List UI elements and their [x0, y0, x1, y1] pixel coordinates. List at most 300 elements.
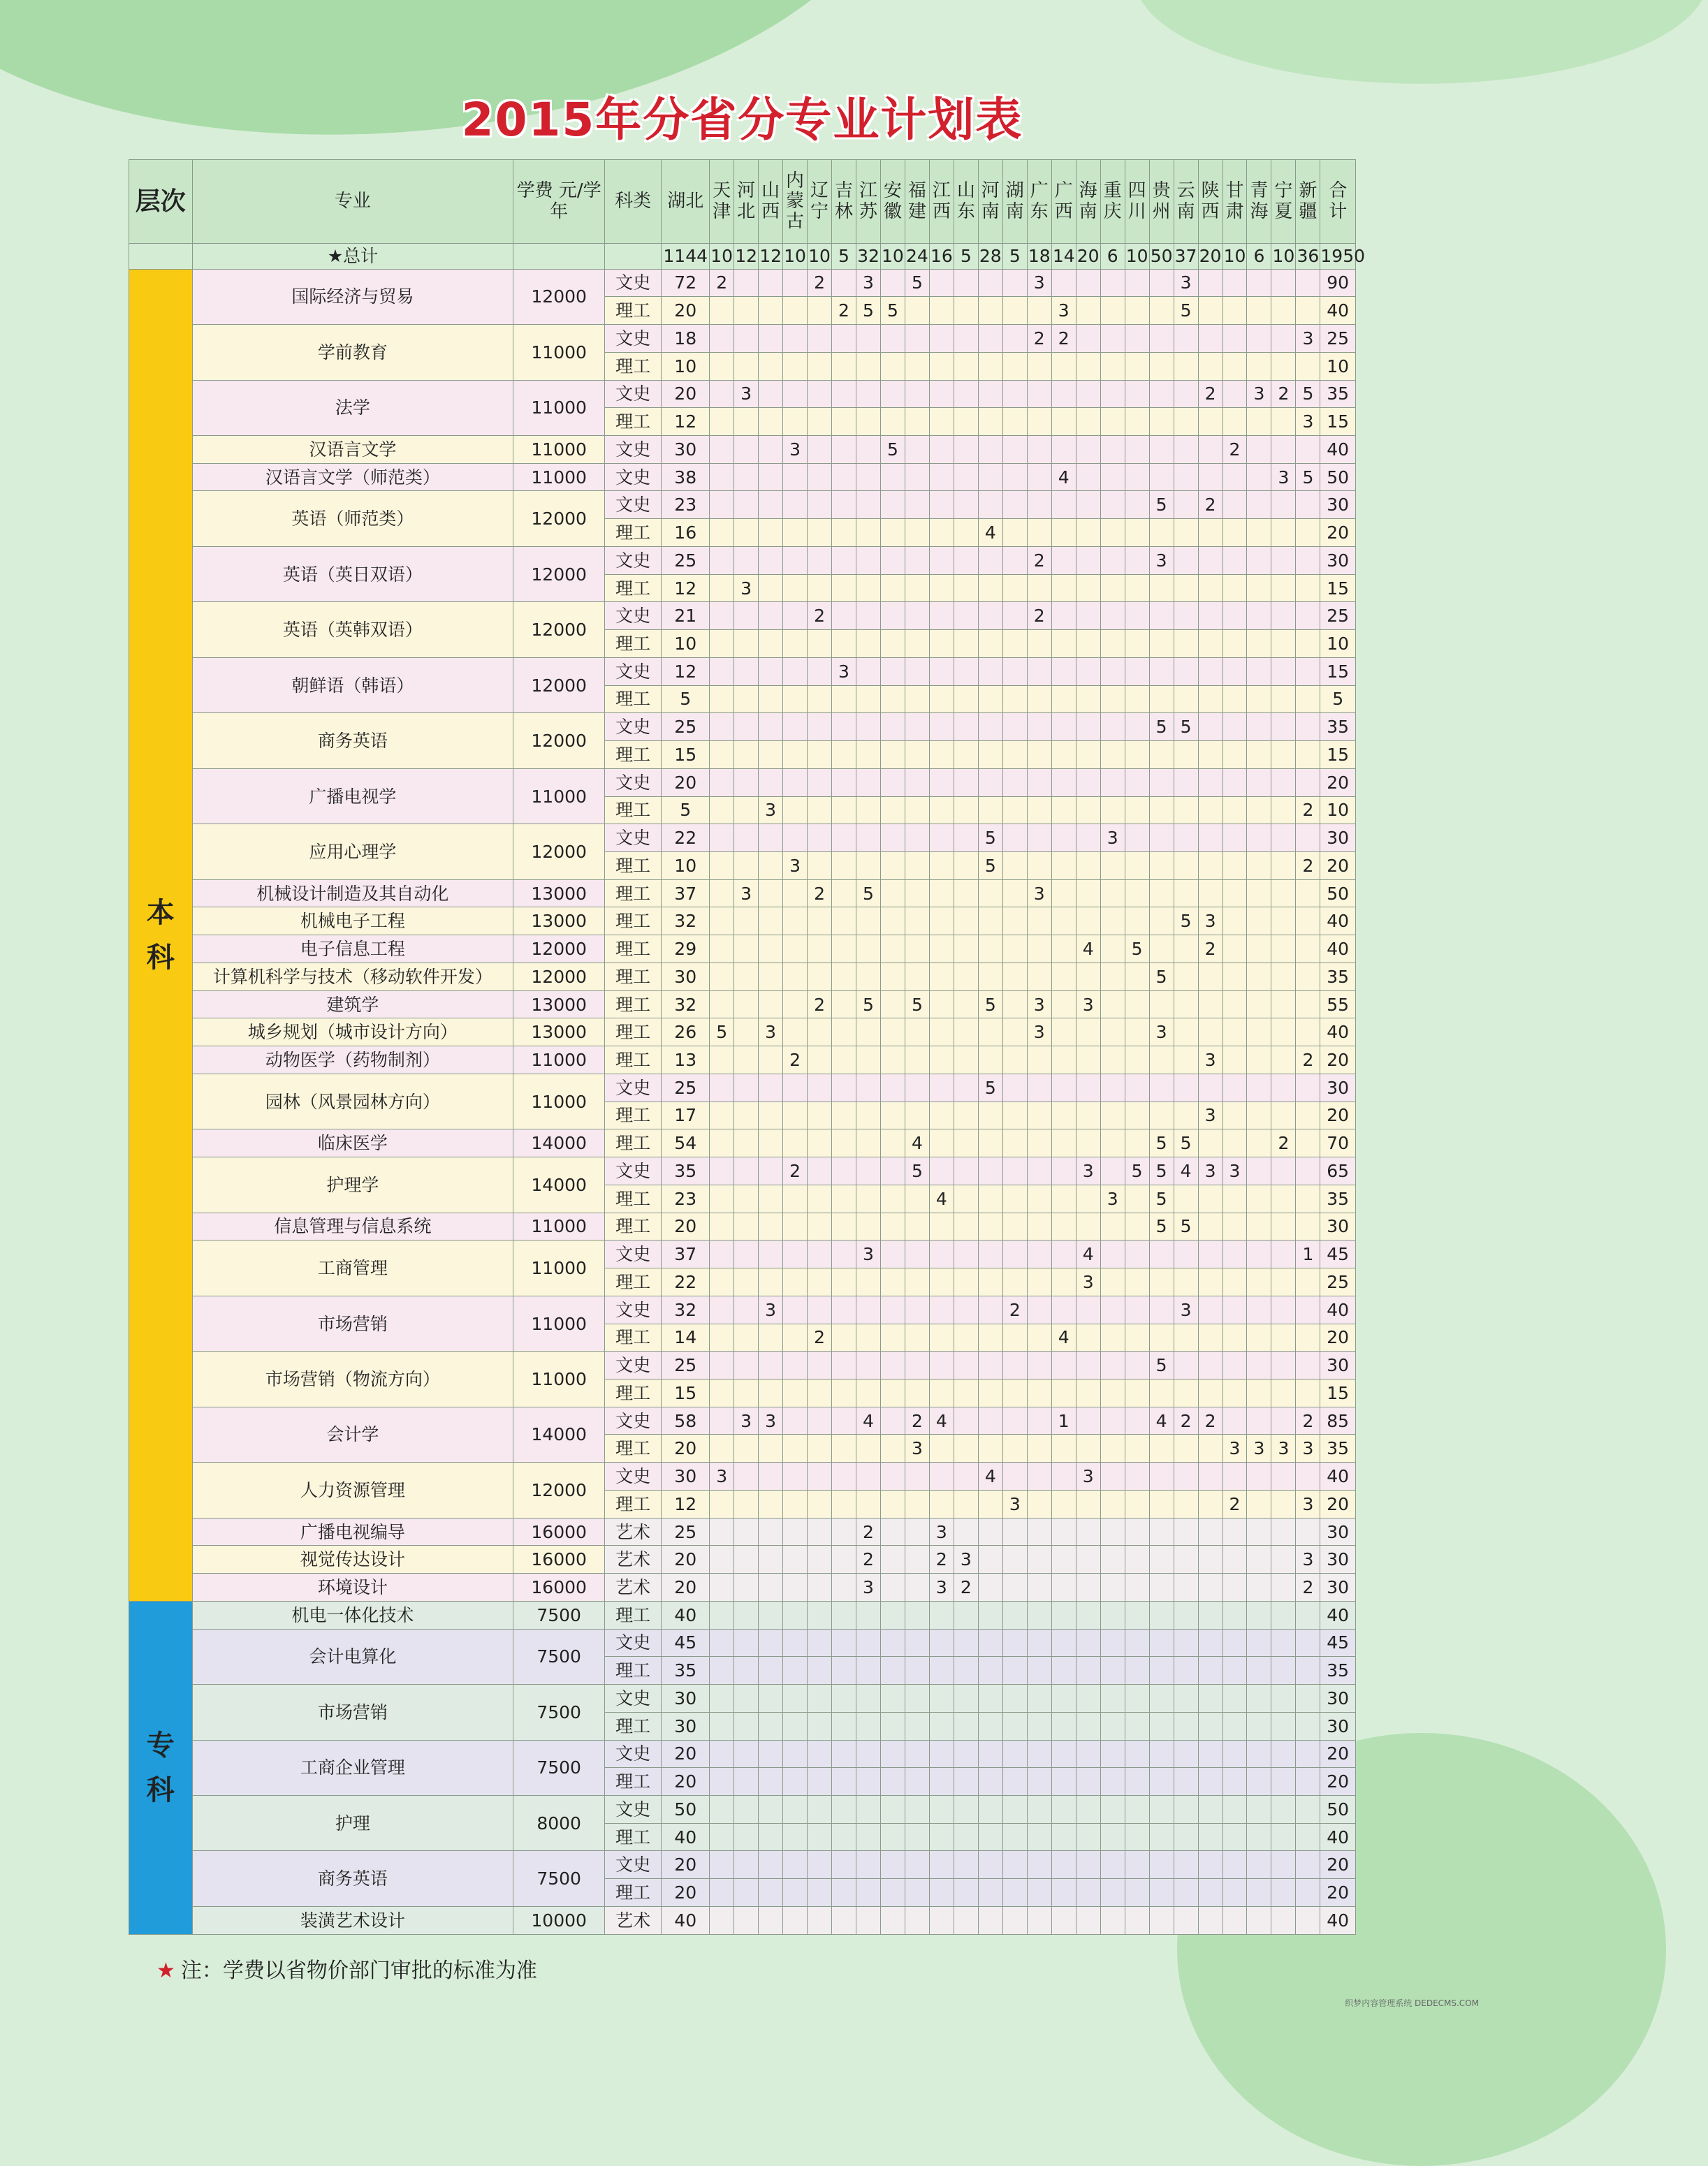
quota-cell [759, 1823, 783, 1851]
quota-cell [1296, 297, 1320, 325]
quota-cell [1051, 713, 1076, 741]
quota-cell: 40 [662, 1906, 710, 1934]
quota-cell [880, 1490, 905, 1518]
subject-category: 理工 [604, 352, 661, 380]
header-total: 合计 [1320, 160, 1356, 244]
quota-cell [759, 436, 783, 464]
quota-cell [1051, 1823, 1076, 1851]
quota-cell [1125, 879, 1149, 907]
quota-cell [1247, 1074, 1271, 1102]
quota-cell [856, 1268, 880, 1296]
quota-cell [1076, 1518, 1100, 1546]
quota-cell [1271, 741, 1296, 769]
quota-cell [1271, 768, 1296, 796]
quota-cell [856, 1685, 880, 1713]
quota-cell [856, 963, 880, 990]
quota-cell [1271, 879, 1296, 907]
quota-cell [832, 1906, 856, 1934]
quota-cell [880, 796, 905, 824]
quota-cell: 26 [662, 1018, 710, 1046]
quota-cell [1002, 1712, 1027, 1740]
quota-cell [832, 1574, 856, 1602]
quota-cell [954, 436, 978, 464]
quota-cell [1027, 1463, 1051, 1491]
quota-cell: 40 [662, 1823, 710, 1851]
quota-cell [905, 1768, 929, 1796]
subject-category: 理工 [604, 741, 661, 769]
quota-cell [1125, 1601, 1149, 1629]
quota-cell [1174, 1435, 1198, 1463]
quota-cell [1027, 1185, 1051, 1213]
quota-cell [710, 1601, 734, 1629]
quota-cell [1174, 352, 1198, 380]
quota-cell [1271, 963, 1296, 990]
quota-cell [759, 1463, 783, 1491]
quota-cell [1149, 768, 1174, 796]
quota-cell: 3 [856, 1241, 880, 1268]
quota-cell [1222, 963, 1247, 990]
quota-cell [929, 1851, 954, 1879]
quota-cell [954, 463, 978, 491]
level-cell-zhuan: 专 科 [129, 1601, 193, 1934]
quota-cell [1247, 408, 1271, 436]
quota-cell [1296, 1768, 1320, 1796]
quota-cell [832, 1518, 856, 1546]
quota-cell [759, 1129, 783, 1157]
quota-cell [1125, 963, 1149, 990]
quota-cell [856, 1823, 880, 1851]
quota-cell [978, 713, 1002, 741]
quota-cell: 5 [1125, 1157, 1149, 1185]
quota-cell [783, 1574, 808, 1602]
quota-cell [808, 657, 832, 685]
quota-cell [1247, 796, 1271, 824]
row-total: 10 [1320, 796, 1356, 824]
quota-cell [1002, 1546, 1027, 1574]
quota-cell: 3 [832, 657, 856, 685]
quota-cell [905, 657, 929, 685]
quota-cell [856, 1657, 880, 1685]
quota-cell [1125, 1296, 1149, 1324]
table-row [129, 1463, 1356, 1491]
quota-cell [905, 1518, 929, 1546]
quota-cell: 5 [662, 685, 710, 713]
quota-cell [808, 824, 832, 852]
quota-cell [1271, 630, 1296, 658]
quota-cell: 2 [856, 1546, 880, 1574]
quota-cell [808, 1268, 832, 1296]
quota-cell [1222, 1129, 1247, 1157]
quota-cell: 3 [1076, 1463, 1100, 1491]
quota-cell [1002, 1463, 1027, 1491]
quota-cell [1100, 1906, 1125, 1934]
quota-cell [1002, 1906, 1027, 1934]
quota-cell [978, 907, 1002, 935]
row-total: 15 [1320, 574, 1356, 602]
quota-cell: 5 [880, 297, 905, 325]
quota-cell [1174, 380, 1198, 408]
quota-cell [783, 685, 808, 713]
tuition-fee: 11000 [513, 380, 605, 435]
total-label: ★总计 [192, 244, 513, 270]
quota-cell [1149, 1657, 1174, 1685]
quota-cell [1100, 408, 1125, 436]
major-name: 环境设计 [192, 1574, 513, 1602]
quota-cell [1125, 630, 1149, 658]
header-province: 福建 [905, 160, 929, 244]
quota-cell [808, 325, 832, 353]
row-total: 70 [1320, 1129, 1356, 1157]
quota-cell [832, 852, 856, 880]
quota-cell [880, 1435, 905, 1463]
quota-cell [905, 1074, 929, 1102]
quota-cell [856, 519, 880, 547]
quota-cell [1271, 713, 1296, 741]
quota-cell: 3 [1222, 1157, 1247, 1185]
total-cat-blank [604, 244, 661, 270]
quota-cell [1027, 1546, 1051, 1574]
quota-cell [710, 1268, 734, 1296]
quota-cell: 5 [1149, 963, 1174, 990]
row-total: 20 [1320, 1879, 1356, 1907]
quota-cell [1100, 1352, 1125, 1380]
quota-cell [1051, 1435, 1076, 1463]
quota-cell: 5 [1296, 463, 1320, 491]
quota-cell: 5 [856, 297, 880, 325]
quota-cell [808, 1574, 832, 1602]
quota-cell [1002, 907, 1027, 935]
quota-cell: 5 [905, 1157, 929, 1185]
quota-cell [1247, 1268, 1271, 1296]
header-province: 重庆 [1100, 160, 1125, 244]
quota-cell [929, 1435, 954, 1463]
subject-category: 文史 [604, 325, 661, 353]
quota-cell [1198, 352, 1222, 380]
quota-cell: 2 [808, 602, 832, 630]
quota-cell [954, 1324, 978, 1352]
quota-cell [759, 879, 783, 907]
quota-cell [1198, 1241, 1222, 1268]
quota-cell [808, 408, 832, 436]
quota-cell [1051, 1074, 1076, 1102]
quota-cell [710, 630, 734, 658]
quota-cell [1051, 546, 1076, 574]
quota-cell [1002, 685, 1027, 713]
quota-cell [1174, 630, 1198, 658]
quota-cell [1125, 713, 1149, 741]
quota-cell [929, 519, 954, 547]
quota-cell [1125, 1074, 1149, 1102]
quota-cell [1296, 602, 1320, 630]
quota-cell [759, 1213, 783, 1241]
quota-cell [880, 1685, 905, 1713]
header-province: 吉林 [832, 160, 856, 244]
subject-category: 文史 [604, 1407, 661, 1435]
quota-cell [1149, 1740, 1174, 1768]
tuition-fee: 10000 [513, 1906, 605, 1934]
quota-cell [1247, 990, 1271, 1018]
quota-cell [1174, 990, 1198, 1018]
quota-cell [759, 325, 783, 353]
subject-category: 理工 [604, 685, 661, 713]
quota-cell [808, 935, 832, 963]
quota-cell [832, 1129, 856, 1157]
quota-cell [1174, 1268, 1198, 1296]
quota-cell [1100, 269, 1125, 297]
quota-cell [1002, 1435, 1027, 1463]
row-total: 35 [1320, 1435, 1356, 1463]
quota-cell [783, 990, 808, 1018]
quota-cell [1222, 574, 1247, 602]
subject-category: 艺术 [604, 1574, 661, 1602]
quota-cell: 20 [662, 1879, 710, 1907]
quota-cell [905, 1574, 929, 1602]
quota-cell [1198, 1324, 1222, 1352]
quota-cell [856, 436, 880, 464]
quota-cell: 2 [1198, 935, 1222, 963]
quota-cell [1076, 1490, 1100, 1518]
quota-cell [1051, 963, 1076, 990]
quota-cell [1198, 1463, 1222, 1491]
quota-cell [905, 602, 929, 630]
quota-cell [905, 463, 929, 491]
tuition-fee: 13000 [513, 1018, 605, 1046]
quota-cell [1076, 1046, 1100, 1074]
header-row [129, 160, 1356, 244]
major-name: 市场营销 [192, 1296, 513, 1351]
header-province: 新疆 [1296, 160, 1320, 244]
quota-cell [978, 1768, 1002, 1796]
quota-cell [954, 630, 978, 658]
quota-cell [929, 990, 954, 1018]
row-total: 40 [1320, 935, 1356, 963]
quota-cell [759, 1518, 783, 1546]
quota-cell [1027, 436, 1051, 464]
quota-cell [1198, 1352, 1222, 1380]
row-total: 85 [1320, 1407, 1356, 1435]
quota-cell [832, 352, 856, 380]
quota-cell [734, 1490, 759, 1518]
quota-cell: 5 [1149, 1157, 1174, 1185]
quota-cell [1198, 768, 1222, 796]
quota-cell [783, 796, 808, 824]
quota-cell: 20 [662, 1213, 710, 1241]
quota-cell [808, 796, 832, 824]
quota-cell [759, 1768, 783, 1796]
table-row [129, 602, 1356, 630]
quota-cell: 2 [783, 1046, 808, 1074]
quota-cell [1149, 1102, 1174, 1129]
quota-cell: 5 [1149, 1185, 1174, 1213]
quota-cell [880, 630, 905, 658]
quota-cell [954, 1740, 978, 1768]
quota-cell [832, 380, 856, 408]
quota-cell [1247, 852, 1271, 880]
quota-cell [1271, 1879, 1296, 1907]
quota-cell [710, 1657, 734, 1685]
quota-cell: 3 [1296, 1435, 1320, 1463]
quota-cell [1271, 1352, 1296, 1380]
quota-cell: 38 [662, 463, 710, 491]
quota-cell [1247, 1740, 1271, 1768]
quota-cell [1149, 352, 1174, 380]
quota-cell [1198, 963, 1222, 990]
quota-cell [1296, 1129, 1320, 1157]
quota-cell [1002, 1157, 1027, 1185]
quota-cell [832, 436, 856, 464]
quota-cell [1198, 1879, 1222, 1907]
quota-cell [783, 1518, 808, 1546]
quota-cell [856, 852, 880, 880]
quota-cell [1296, 1629, 1320, 1657]
quota-cell [1125, 519, 1149, 547]
quota-cell [880, 380, 905, 408]
total-value: 16 [929, 244, 954, 270]
quota-cell [1125, 1129, 1149, 1157]
major-name: 广播电视学 [192, 768, 513, 824]
quota-cell: 37 [662, 879, 710, 907]
quota-cell [1198, 602, 1222, 630]
quota-cell [1271, 1241, 1296, 1268]
quota-cell [929, 713, 954, 741]
quota-cell [905, 436, 929, 464]
quota-cell [783, 1213, 808, 1241]
quota-cell [1222, 630, 1247, 658]
table-body [129, 244, 1366, 1935]
total-value: 10 [783, 244, 808, 270]
quota-cell: 5 [662, 796, 710, 824]
quota-cell [929, 1712, 954, 1740]
quota-cell [1271, 852, 1296, 880]
quota-cell [880, 1046, 905, 1074]
quota-cell [1027, 1518, 1051, 1546]
major-name: 会计学 [192, 1407, 513, 1462]
quota-cell [1271, 1768, 1296, 1796]
quota-cell: 5 [905, 269, 929, 297]
quota-cell [1296, 1157, 1320, 1185]
row-total: 35 [1320, 380, 1356, 408]
quota-cell [1271, 1657, 1296, 1685]
quota-cell [1002, 1740, 1027, 1768]
quota-cell [1051, 1241, 1076, 1268]
quota-cell [880, 1324, 905, 1352]
quota-cell [710, 1102, 734, 1129]
quota-cell [1002, 1518, 1027, 1546]
quota-cell [1076, 1823, 1100, 1851]
subject-category: 理工 [604, 1324, 661, 1352]
quota-cell [856, 380, 880, 408]
quota-cell [1125, 1685, 1149, 1713]
quota-cell [759, 1795, 783, 1823]
quota-cell: 2 [1027, 602, 1051, 630]
quota-cell [929, 630, 954, 658]
quota-cell [1100, 1129, 1125, 1157]
quota-cell [783, 491, 808, 519]
quota-cell [783, 1074, 808, 1102]
subject-category: 理工 [604, 630, 661, 658]
quota-cell [954, 491, 978, 519]
quota-cell [783, 1657, 808, 1685]
quota-cell [1051, 1296, 1076, 1324]
quota-cell: 3 [1100, 824, 1125, 852]
quota-cell [1198, 1629, 1222, 1657]
quota-cell: 3 [856, 269, 880, 297]
quota-cell [1198, 574, 1222, 602]
tuition-fee: 12000 [513, 491, 605, 546]
subject-category: 理工 [604, 1046, 661, 1074]
header-province: 青海 [1247, 160, 1271, 244]
quota-cell: 5 [1174, 1213, 1198, 1241]
quota-cell [954, 1018, 978, 1046]
quota-cell [808, 1740, 832, 1768]
quota-cell [1271, 1851, 1296, 1879]
quota-cell [710, 1574, 734, 1602]
quota-cell: 10 [662, 852, 710, 880]
quota-cell [1100, 879, 1125, 907]
quota-cell [1100, 1712, 1125, 1740]
quota-cell [1076, 879, 1100, 907]
quota-cell [1027, 352, 1051, 380]
quota-cell [1198, 1740, 1222, 1768]
quota-cell [1002, 630, 1027, 658]
quota-cell [710, 491, 734, 519]
quota-cell [1149, 1629, 1174, 1657]
quota-cell [880, 1157, 905, 1185]
quota-cell [1125, 380, 1149, 408]
quota-cell [1222, 1296, 1247, 1324]
quota-cell [1247, 1879, 1271, 1907]
quota-cell [1222, 463, 1247, 491]
major-name: 市场营销 [192, 1685, 513, 1740]
quota-cell [954, 1074, 978, 1102]
quota-cell [832, 630, 856, 658]
subject-category: 艺术 [604, 1518, 661, 1546]
row-total: 10 [1320, 630, 1356, 658]
quota-cell [734, 1324, 759, 1352]
quota-cell [1027, 907, 1051, 935]
row-total: 20 [1320, 1740, 1356, 1768]
quota-cell: 5 [978, 1074, 1002, 1102]
quota-cell [832, 796, 856, 824]
quota-cell [1296, 1657, 1320, 1685]
quota-cell [1174, 741, 1198, 769]
quota-cell: 13 [662, 1046, 710, 1074]
quota-cell [1271, 1601, 1296, 1629]
quota-cell [1174, 436, 1198, 464]
quota-cell: 30 [662, 1463, 710, 1491]
quota-cell [710, 1296, 734, 1324]
total-value: 10 [808, 244, 832, 270]
quota-cell [808, 1657, 832, 1685]
tuition-fee: 16000 [513, 1518, 605, 1546]
quota-cell [808, 963, 832, 990]
quota-cell: 37 [662, 1241, 710, 1268]
total-blank [129, 244, 193, 270]
quota-cell [1271, 1574, 1296, 1602]
quota-cell [1247, 463, 1271, 491]
quota-cell [1198, 1379, 1222, 1407]
quota-cell [978, 1851, 1002, 1879]
quota-cell [978, 491, 1002, 519]
row-total: 20 [1320, 519, 1356, 547]
quota-cell [1198, 1712, 1222, 1740]
quota-cell [759, 1629, 783, 1657]
quota-cell [856, 1018, 880, 1046]
quota-cell [1002, 1213, 1027, 1241]
quota-cell [710, 852, 734, 880]
subject-category: 文史 [604, 824, 661, 852]
quota-cell: 3 [734, 380, 759, 408]
